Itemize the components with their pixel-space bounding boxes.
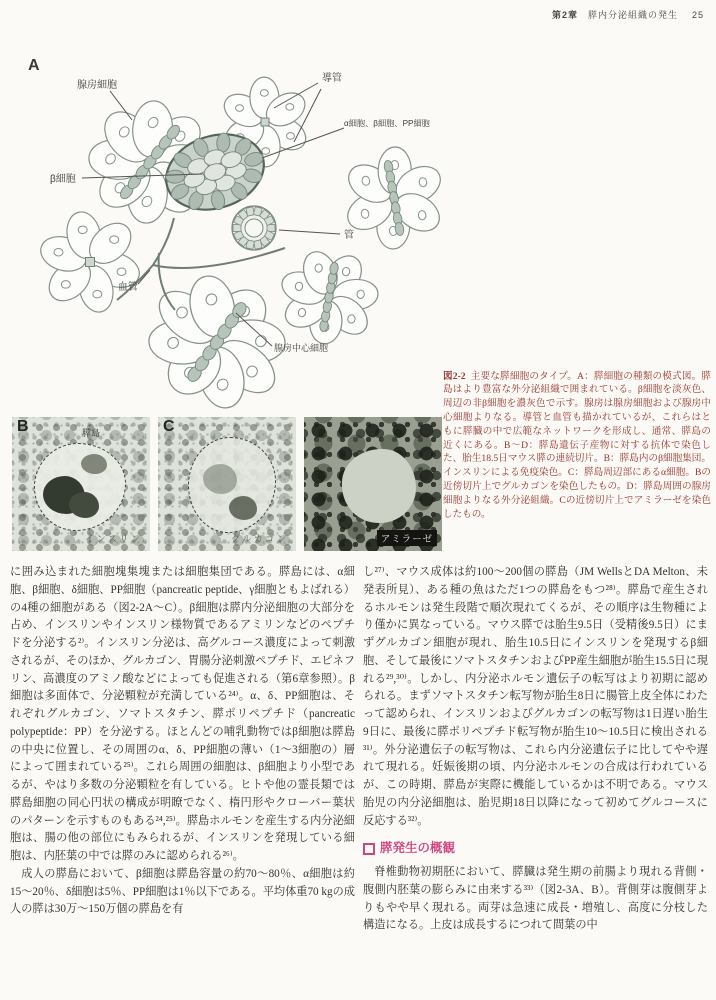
- islet-tag: 膵島: [82, 428, 101, 438]
- label-islet-cell-types: α細胞、β細胞、PP細胞: [344, 119, 430, 128]
- islet-outline: [34, 443, 126, 531]
- islet-outline: [188, 437, 276, 533]
- micrograph-amylase: [304, 417, 442, 551]
- paragraph: 脊椎動物初期胚において、膵臓は発生期の前腸より現れる背側・腹側内胚葉の膨らみに由来する³³⁾（図2-3A、B）。背側芽は腹側芽よりもやや早く現れる。両芽は急速に成長・増殖し、高度に分枝した構造になる。上皮は成長するにつれて間葉の中: [363, 866, 708, 932]
- micrograph-insulin: [12, 417, 150, 551]
- label-centroacinar-cells: 腺房中心細胞: [274, 343, 329, 353]
- figure-caption: [443, 370, 711, 522]
- body-column-right: [363, 564, 708, 935]
- stained-cell-mass: [229, 496, 257, 520]
- stain-label-insulin: インスリン: [84, 534, 142, 545]
- micrograph-strip: [12, 417, 442, 551]
- page-number: 25: [691, 10, 704, 20]
- stained-cell-mass: [81, 454, 107, 474]
- stain-label-amylase: アミラーゼ: [377, 530, 437, 546]
- section-heading-text: 膵発生の概観: [380, 841, 456, 856]
- panel-b-letter: B: [17, 418, 29, 435]
- label-acinar-cells: 腺房細胞: [77, 80, 117, 91]
- paragraph: 成人の膵島において、β細胞は膵島容量の約70〜80％、α細胞は約15〜20％、δ細胞は5％、PP細胞は1％以下である。平均体重70 kgの成人の膵は30万〜150万個の膵島を有: [10, 867, 355, 916]
- duct-ring-group: [232, 206, 276, 250]
- panel-c-letter: C: [163, 418, 175, 435]
- figure-caption-number: 図2-2: [443, 370, 466, 382]
- chapter-number: 第2章: [551, 10, 578, 20]
- label-small-duct: 管: [344, 230, 354, 241]
- micrograph-glucagon: [158, 417, 296, 551]
- body-column-left: [10, 564, 355, 919]
- paragraph: に囲み込まれた細胞塊集塊または細胞集団である。膵島には、α細胞、β細胞、δ細胞、PP細胞（pancreatic peptide、γ細胞ともよばれる）の4種の細胞がある（図2-2A〜C）。β細胞は膵内分泌細胞の大部分を占め、インスリンやインスリン様物質であるアミリンなどのペプチドを分泌する²⁾。インスリン分泌は、高グルコース濃度によって刺激されるが、そのほか、グルカゴン、胃腸分泌刺激ペプチド、エピネフリン、高濃度のアミノ酸などによっても促進される（第6章参照）。β細胞は多面体で、分泌顆粒が充満している²⁴⁾。α、δ、PP細胞は、それぞれグルカゴン、ソマトスタチン、膵ポリペプチド（pancreatic polypeptide：PP）を分泌する。ほとんどの哺乳動物ではβ細胞は膵島の中央に位置し、その周囲のα、δ、PP細胞の薄い（1〜3細胞の）層によって囲まれている²⁵⁾。これら周囲の細胞は、β細胞より小型であるが、やはり多数の分泌顆粒を有している。ヒトや他の霊長類では膵島細胞の同心円状の構成が明瞭でなく、楕円形やクローバー葉状のパターンを示すものもある²⁴,²⁵⁾。膵島ホルモンを産生する内分泌細胞は、腸の他の部位にもみられるが、インスリンを発現している細胞は、内胚葉の中では膵のみに認められる²⁶⁾。: [10, 566, 355, 862]
- label-blood-vessel: 血管: [118, 282, 138, 293]
- chapter-title: 膵内分泌組織の発生: [587, 10, 678, 20]
- stained-cell-mass: [203, 464, 237, 494]
- pancreas-schematic: [22, 50, 442, 410]
- section-heading: [363, 839, 708, 859]
- square-bullet-icon: [363, 843, 375, 855]
- stain-label-glucagon: グルカゴン: [230, 534, 288, 545]
- paragraph: し²⁷⁾、マウス成体は約100〜200個の膵島（JM WellsとDA Melton、未発表所見）、ある種の魚はただ1つの膵島をもつ²⁸⁾。膵島で産生されるホルモンは発生段階で順次現れてくるが、その順序は生物種により僅かに異なっている。マウス膵では胎生9.5日（受精後9.5日）にまずグルカゴン細胞が現れ、胎生10.5日にインスリンを発現するβ細胞、そして最後にソマトスタチンおよびPP産生細胞が胎生15.5日に現れる²⁹,³⁰⁾。しかし、内分泌ホルモン遺伝子の転写はより初期に認められる。まずソマトスタチン転写物が胎生8日に腸管上皮全体にわたって認められ、インスリンおよびグルカゴンの転写物は1日遅い胎生9日に、最後に膵ポリペプチド転写物が胎生10〜10.5日に検出される³¹⁾。外分泌遺伝子の転写物は、これら内分泌遺伝子に比してやや遅れて現れる。妊娠後期の頃、内分泌ホルモンの合成は行われているが、この時期、膵島が実際に機能しているかは不明である。マウス胎児の内分泌細胞は、胎児期18日以降になって初めてグルコースに反応する³²⁾。: [363, 566, 708, 827]
- figure-a-diagram: [22, 50, 442, 410]
- panel-a-letter: A: [28, 57, 40, 74]
- figure-caption-text: 主要な膵細胞のタイプ。A：膵細胞の種類の模式図。膵島はより豊富な外分泌組織で囲まれている。β細胞を淡灰色、周辺の非β細胞を濃灰色で示す。腺房は腺房細胞および腺房中心細胞よりなる。導管と血管も描かれているが、これらはともに膵臓の中で広範なネットワークを形成し、通常、膵島の近くにある。B〜D：膵島遺伝子産物に対する抗体で染色した、胎生18.5日マウス膵の連続切片。B：膵島内のβ細胞集団。インスリンによる免疫染色。C：膵島周辺部にあるα細胞。Bの近傍切片上でグルカゴンを染色したもの。D：膵島周囲の腺房細胞よりなる外分泌組織。Cの近傍切片上でアミラーゼを染色したもの。: [443, 370, 711, 520]
- label-beta-cells: β細胞: [50, 174, 76, 185]
- unstained-islet-patch: [342, 449, 416, 523]
- page-header: [552, 8, 704, 21]
- stained-cell-mass: [69, 492, 99, 518]
- label-duct: 導管: [322, 73, 342, 84]
